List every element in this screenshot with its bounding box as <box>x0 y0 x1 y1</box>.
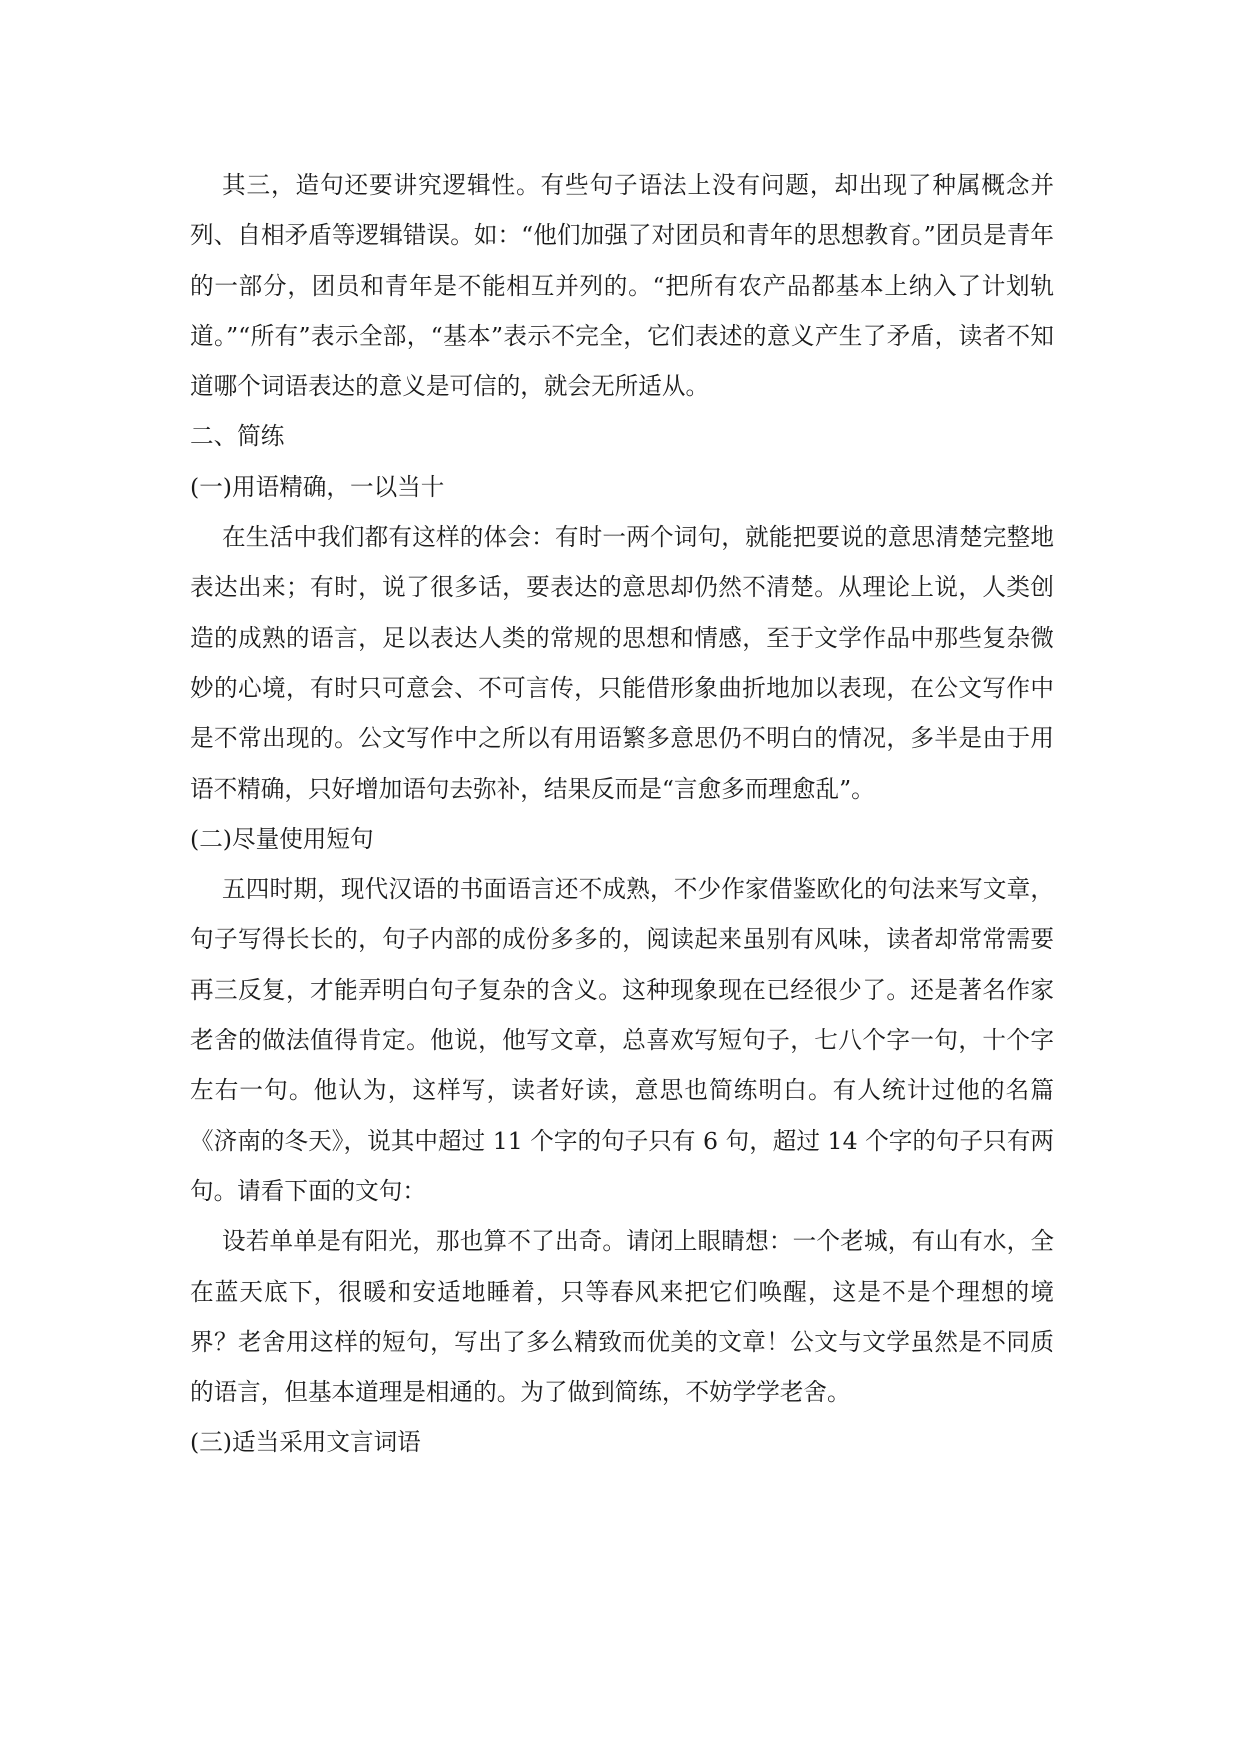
paragraph-quote-example: 设若单单是有阳光，那也算不了出奇。请闭上眼睛想：一个老城，有山有水，全在蓝天底下，很暖和安适地睡着，只等春风来把它们唤醒，这是不是个理想的境界？老舍用这样的短句，写出了多么精致而优美的文章！公文与文学虽然是不同质的语言，但基本道理是相通的。为了做到简练，不妨学学老舍。 <box>190 1227 1054 1407</box>
paragraph-short-sentences: 五四时期，现代汉语的书面语言还不成熟，不少作家借鉴欧化的句法来写文章，句子写得长长的，句子内部的成份多多的，阅读起来虽别有风味，读者却常常需要再三反复，才能弄明白句子复杂的含义。这种现象现在已经很少了。还是著名作家老舍的做法值得肯定。他说，他写文章，总喜欢写短句子，七八个字一句，十个字左右一句。他认为，这样写，读者好读，意思也简练明白。有人统计过他的名篇《济南的冬天》，说其中超过 11 个字的句子只有 6 句，超过 14 个字的句子只有两句。请看下面的文句： <box>190 875 1054 1205</box>
paragraph-logic: 其三，造句还要讲究逻辑性。有些句子语法上没有问题，却出现了种属概念并列、自相矛盾等逻辑错误。如：“他们加强了对团员和青年的思想教育。”团员是青年的一部分，团员和青年是不能相互并列的。“把所有农产品都基本上纳入了计划轨道。”“所有”表示全部，“基本”表示不完全，它们表述的意义产生了矛盾，读者不知道哪个词语表达的意义是可信的，就会无所适从。 <box>190 171 1054 401</box>
paragraph-precise-wording: 在生活中我们都有这样的体会：有时一两个词句，就能把要说的意思清楚完整地表达出来；有时，说了很多话，要表达的意思却仍然不清楚。从理论上说，人类创造的成熟的语言，足以表达人类的常规的思想和情感，至于文学作品中那些复杂微妙的心境，有时只可意会、不可言传，只能借形象曲折地加以表现，在公文写作中是不常出现的。公文写作中之所以有用语繁多意思仍不明白的情况，多半是由于用语不精确，只好增加语句去弥补，结果反而是“言愈多而理愈乱”。 <box>190 523 1054 803</box>
subheading-short-sentences: (二)尽量使用短句 <box>190 824 374 853</box>
subheading-precise-wording: (一)用语精确，一以当十 <box>190 472 445 501</box>
subheading-classical-words: (三)适当采用文言词语 <box>190 1428 421 1457</box>
section-heading-concise: 二、简练 <box>190 422 285 451</box>
document-body <box>190 160 1054 1468</box>
